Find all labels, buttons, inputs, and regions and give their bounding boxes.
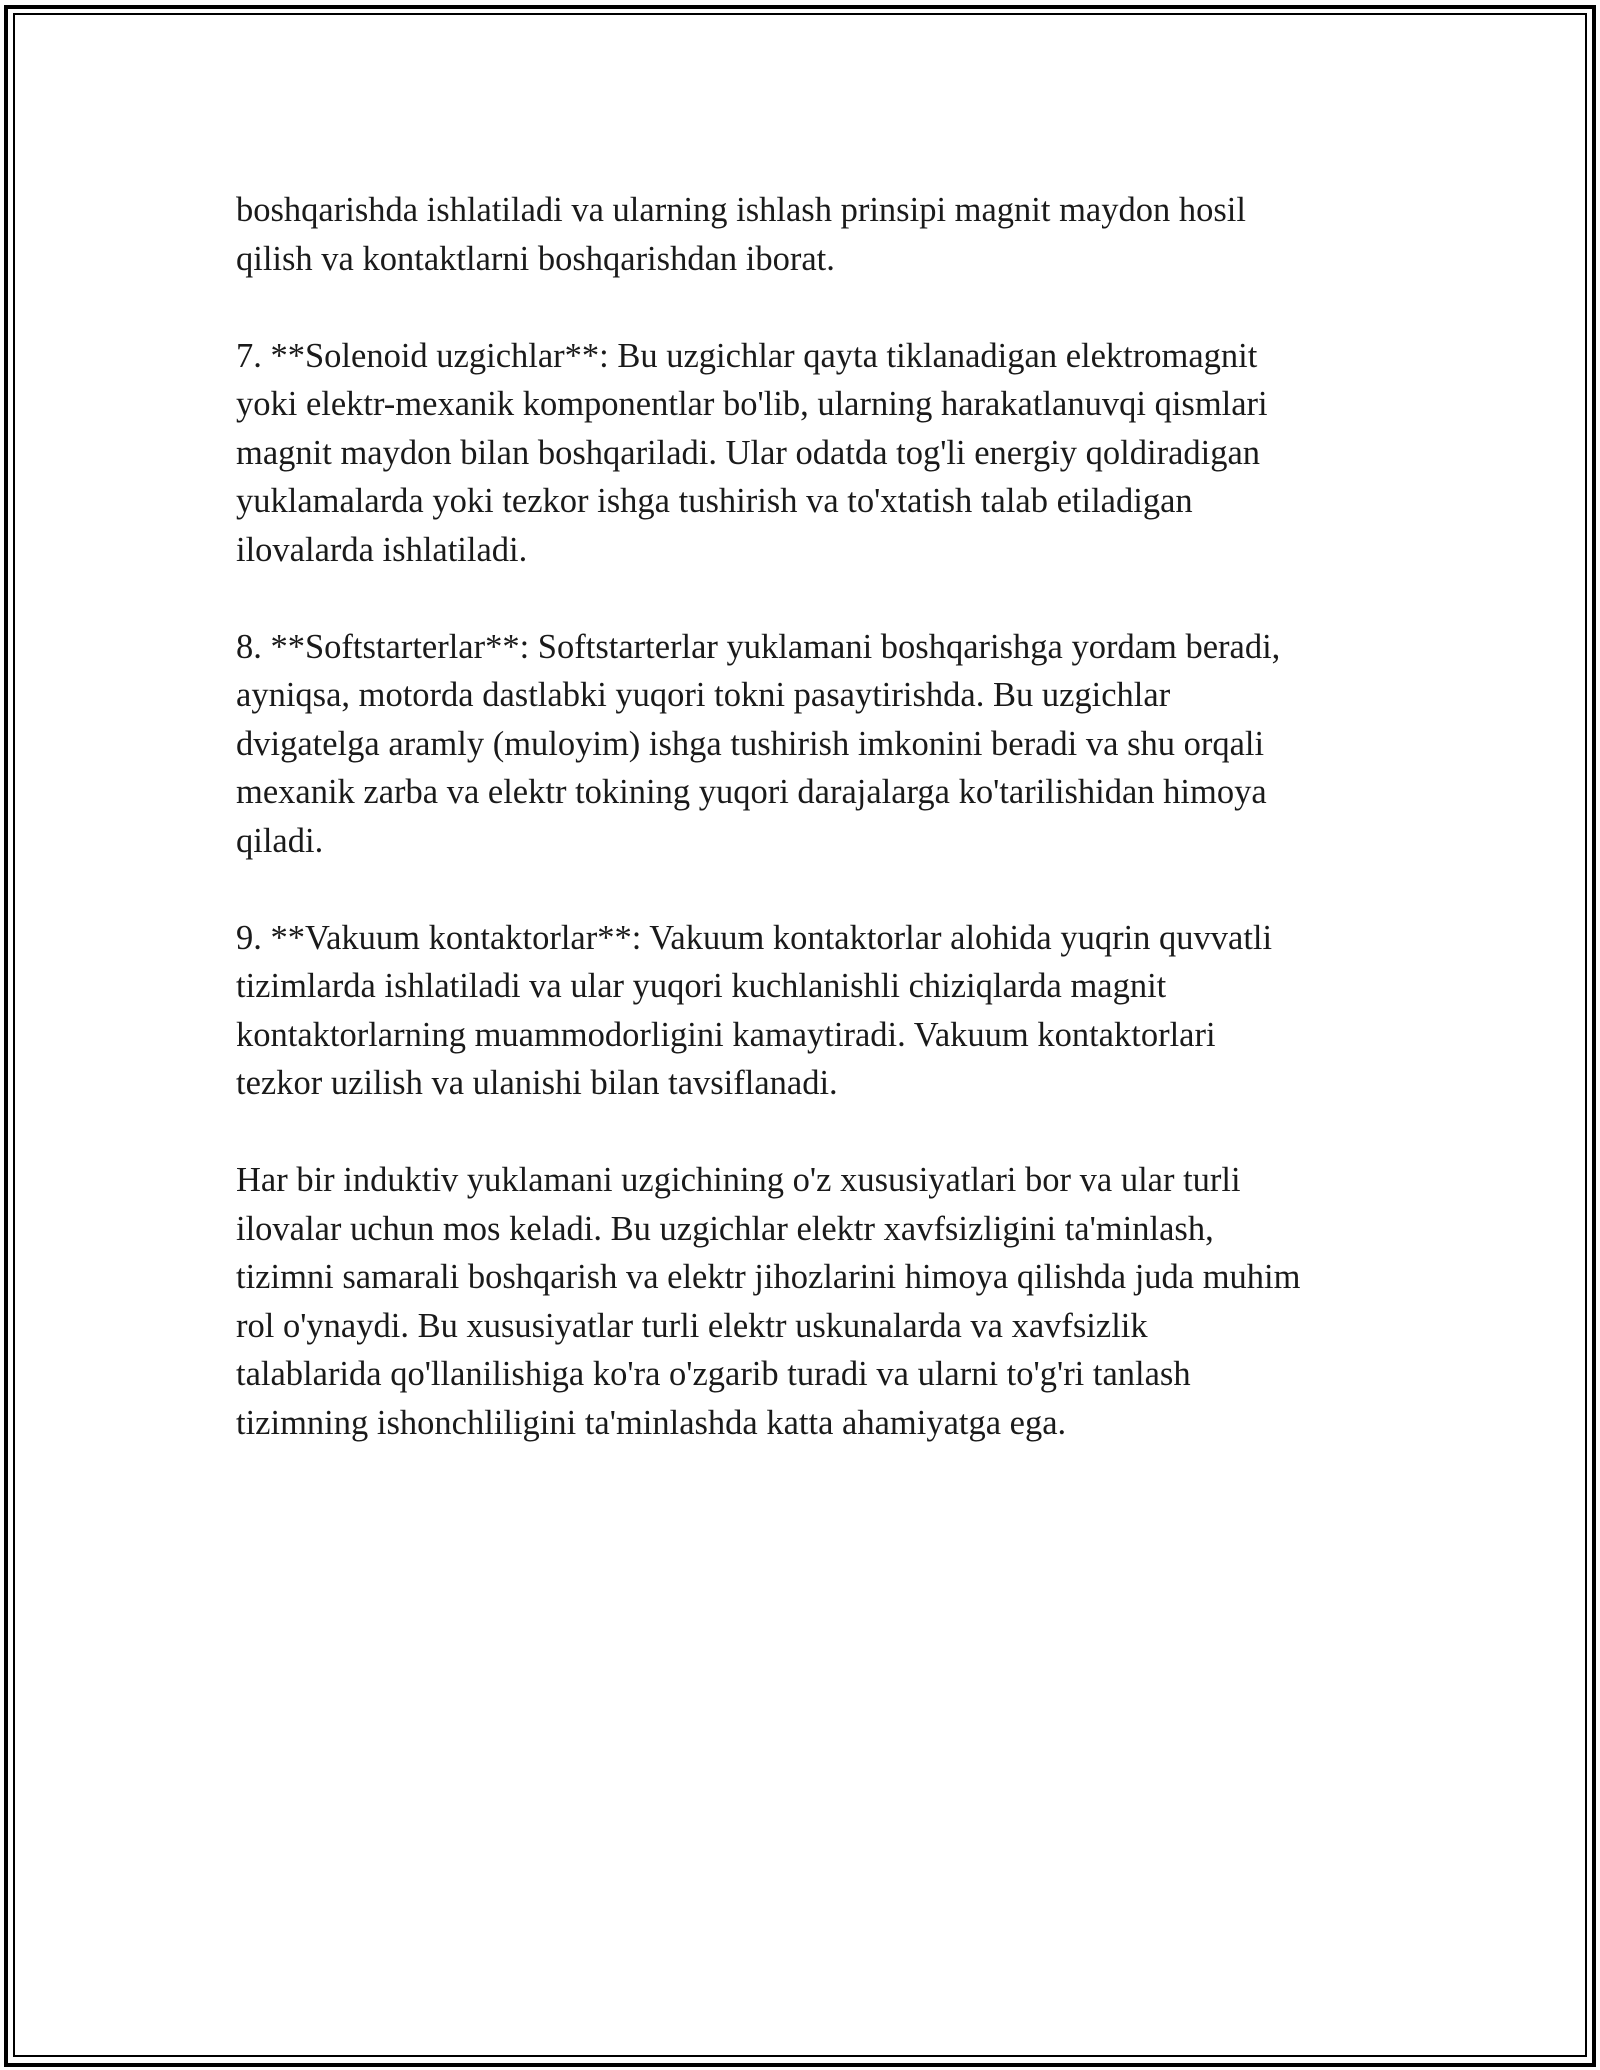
paragraph-solenoid-switches: 7. **Solenoid uzgichlar**: Bu uzgichlar qayta tiklanadigan elektromagnit yoki elektr-mexanik komponentlar bo'lib, ularning harakatlanuvqi qismlari magnit maydon bilan boshqariladi. Ular odatda tog'li energiy qoldiradigan yuklamalarda yoki tezkor ishga tushirish va to'xtatish talab etiladigan ilovalarda ishlatiladi. bbox=[236, 336, 1268, 569]
paragraph-continuation: boshqarishda ishlatiladi va ularning ishlash prinsipi magnit maydon hosil qilish va kontaktlarni boshqarishdan iborat. bbox=[236, 191, 1246, 278]
document-body bbox=[236, 186, 1396, 1447]
paragraph-conclusion: Har bir induktiv yuklamani uzgichining o'z xususiyatlari bor va ular turli ilovalar uchun mos keladi. Bu uzgichlar elektr xavfsizligini ta'minlash, tizimni samarali boshqarish va elektr jihozlarini himoya qilishda juda muhim rol o'ynaydi. Bu xususiyatlar turli elektr uskunalarda va xavfsizlik talablarida qo'llanilishiga ko'ra o'zgarib turadi va ularni to'g'ri tanlash tizimning ishonchliligini ta'minlashda katta ahamiyatga ega. bbox=[236, 1161, 1301, 1442]
paragraph-vacuum-contactors: 9. **Vakuum kontaktorlar**: Vakuum kontaktorlar alohida yuqrin quvvatli tizimlarda ishlatiladi va ular yuqori kuchlanishli chiziqlarda magnit kontaktorlarning muammodorligini kamaytiradi. Vakuum kontaktorlari tezkor uzilish va ulanishi bilan tavsiflanadi. bbox=[236, 918, 1273, 1102]
paragraph-softstarters: 8. **Softstarterlar**: Softstarterlar yuklamani boshqarishga yordam beradi, ayniqsa, motorda dastlabki yuqori tokni pasaytirishda. Bu uzgichlar dvigatelga aramly (muloyim) ishga tushirish imkonini beradi va shu orqali mexanik zarba va elektr tokining yuqori darajalarga ko'tarilishidan himoya qiladi. bbox=[236, 627, 1281, 860]
